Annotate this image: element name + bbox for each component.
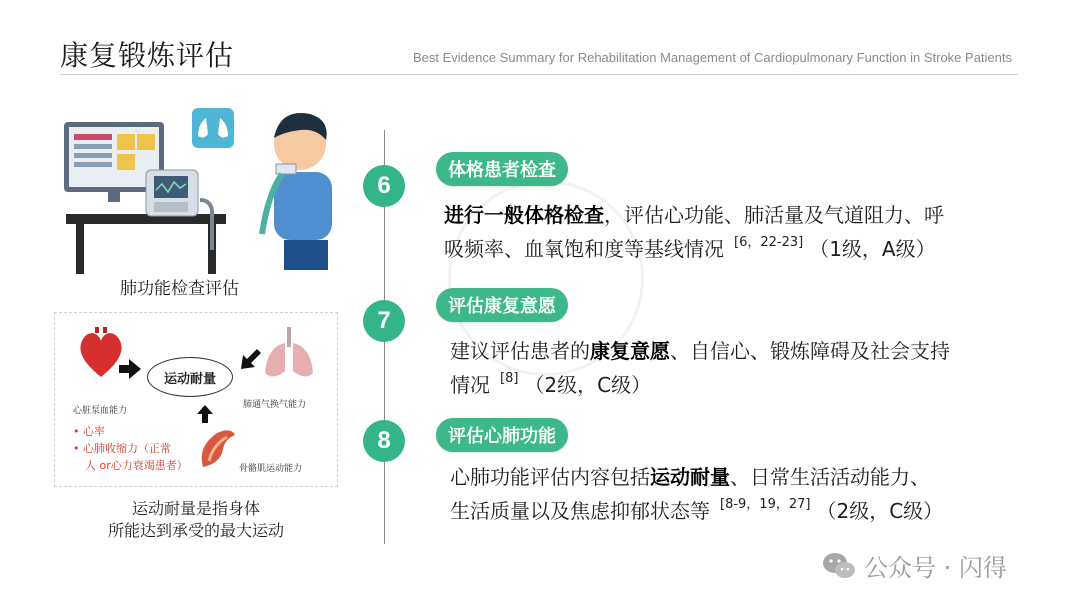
- heart-pump-label: 心脏泵血能力: [73, 406, 128, 416]
- watermark-text: 公众号 · 闪得: [864, 554, 1007, 582]
- page-title: 康复锻炼评估: [60, 39, 235, 72]
- step-title-6: 体格患者检查: [436, 152, 568, 186]
- endurance-caption-line: 运动耐量是指身体: [131, 499, 260, 518]
- step-title-7: 评估康复意愿: [436, 288, 568, 322]
- factor-list: [73, 423, 188, 474]
- endurance-caption-line: 所能达到承受的最大运动: [107, 521, 284, 540]
- watermark-footer: [822, 548, 1007, 583]
- heart-icon: [77, 327, 125, 379]
- step-title-8: 评估心肺功能: [436, 418, 568, 452]
- lung-ventilation-label: 肺通气换气能力: [243, 400, 307, 410]
- factor-item: • 心肺收缩力（正常: [73, 442, 171, 455]
- step-number-8: 8: [363, 420, 405, 462]
- arrow-left-icon: [239, 349, 261, 371]
- wechat-icon: [822, 552, 856, 580]
- lung-test-caption: 肺功能检查评估: [120, 279, 239, 299]
- exercise-endurance-node: 运动耐量: [147, 357, 233, 397]
- factor-item: 人 or心力衰竭患者）: [85, 459, 188, 472]
- step-number-7: 7: [363, 300, 405, 342]
- exercise-endurance-diagram: [54, 312, 338, 487]
- lung-function-test-illustration: [62, 104, 342, 274]
- step-body-7: 建议评估患者的康复意愿、自信心、锻炼障碍及社会支持 情况 [8] （2级，C级）: [450, 339, 950, 397]
- factor-item: • 心率: [73, 425, 105, 438]
- step-number-6: 6: [363, 165, 405, 207]
- arrow-up-icon: [197, 405, 213, 423]
- lungs-icon: [263, 325, 315, 383]
- muscle-icon: [195, 427, 239, 471]
- endurance-caption: [54, 498, 338, 542]
- arrow-right-icon: [119, 359, 141, 379]
- step-body-6: 进行一般体格检查，评估心功能、肺活量及气道阻力、呼 吸频率、血氧饱和度等基线情况 [6，22-23] （1级，A级）: [444, 203, 944, 261]
- header-divider: [60, 74, 1018, 75]
- skeletal-muscle-label: 骨骼肌运动能力: [239, 464, 303, 474]
- step-body-8: 心肺功能评估内容包括运动耐量、日常生活活动能力、 生活质量以及焦虑抑郁状态等 [8-9，19，27] （2级，C级）: [450, 465, 944, 523]
- page-subtitle: Best Evidence Summary for Rehabilitation Management of Cardiopulmonary Function in Stroke Patients: [412, 50, 1012, 65]
